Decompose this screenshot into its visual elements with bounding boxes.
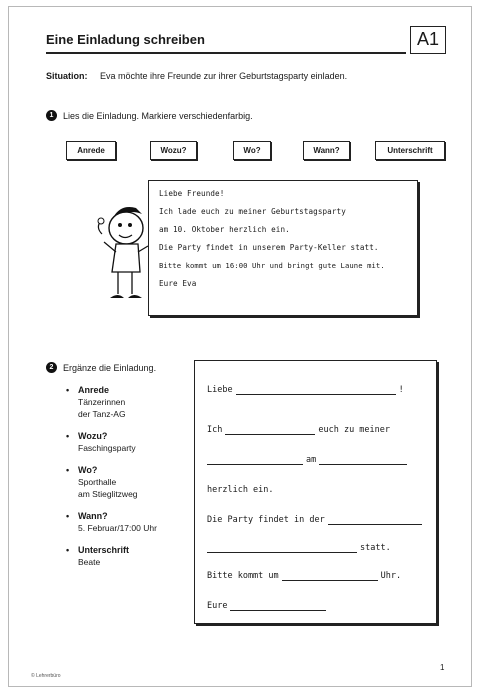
item-detail: Tänzerinnen (78, 397, 126, 407)
task2-heading (46, 362, 156, 373)
list-item (66, 510, 184, 534)
form-text: Liebe (207, 385, 233, 395)
form-text: herzlich ein. (207, 485, 274, 495)
blank-field[interactable] (207, 455, 303, 465)
letter-line: Ich lade euch zu meiner Geburtstagsparty (159, 207, 346, 216)
form-line-herzlich (207, 485, 274, 495)
invitation-form (194, 360, 437, 624)
item-title: • Wann? (78, 511, 108, 521)
form-line-bitte (207, 571, 401, 581)
blank-field[interactable] (319, 455, 407, 465)
form-text: Eure (207, 601, 228, 611)
form-text: euch zu meiner (318, 425, 391, 435)
form-line-party (207, 515, 425, 525)
blank-field[interactable] (207, 543, 357, 553)
form-line-ich (207, 425, 390, 435)
form-line-greeting (207, 385, 404, 395)
form-line-signature (207, 601, 329, 611)
item-detail: der Tanz-AG (78, 409, 126, 419)
form-text: Ich (207, 425, 223, 435)
task1-number-icon: 1 (46, 110, 57, 121)
form-text: Die Party findet in der (207, 515, 325, 525)
letter-line: Eure Eva (159, 279, 197, 288)
form-text: am (306, 455, 317, 465)
letter-line: Bitte kommt um 16:00 Uhr und bringt gute Laune mit. (159, 261, 385, 270)
blank-field[interactable] (282, 571, 378, 581)
cartoon-figure-icon (92, 194, 152, 310)
list-item (66, 384, 184, 420)
item-title: • Unterschrift (78, 545, 130, 555)
letter-line: Liebe Freunde! (159, 189, 225, 198)
situation-label: Situation: (46, 71, 88, 81)
blank-field[interactable] (328, 515, 422, 525)
form-text: Uhr. (380, 571, 402, 581)
tag-wozu: Wozu? (150, 141, 197, 160)
letter-line: Die Party findet in unserem Party-Keller statt. (159, 243, 379, 252)
page-title: Eine Einladung schreiben (46, 32, 205, 47)
form-line-statt (207, 543, 391, 553)
blank-field[interactable] (225, 425, 315, 435)
task2-instruction: Ergänze die Einladung. (63, 362, 157, 373)
worksheet-badge: A1 (410, 26, 446, 54)
tag-anrede: Anrede (66, 141, 116, 160)
page-number: 1 (440, 663, 445, 672)
copyright: © Lehrerbüro (31, 673, 61, 679)
item-detail: Beate (78, 557, 101, 567)
tag-wo: Wo? (233, 141, 271, 160)
task2-info-list (66, 384, 184, 578)
item-title: • Wozu? (78, 431, 108, 441)
task1-heading (46, 110, 253, 121)
item-detail: 5. Februar/17:00 Uhr (78, 523, 157, 533)
tag-unterschrift: Unterschrift (375, 141, 445, 160)
item-detail: Faschingsparty (78, 443, 136, 453)
item-title: • Wo? (78, 465, 98, 475)
list-item (66, 430, 184, 454)
form-text: ! (398, 385, 404, 395)
list-item (66, 544, 184, 568)
title-underline (46, 52, 406, 54)
task1-instruction: Lies die Einladung. Markiere verschiedenfarbig. (63, 110, 253, 121)
letter-line: am 10. Oktober herzlich ein. (159, 225, 290, 234)
blank-field[interactable] (236, 385, 396, 395)
item-detail: am Stieglitzweg (78, 489, 138, 499)
tag-wann: Wann? (303, 141, 350, 160)
form-text: Bitte kommt um (207, 571, 279, 581)
invitation-letter (148, 180, 418, 316)
item-title: • Anrede (78, 385, 110, 395)
item-detail: Sporthalle (78, 477, 117, 487)
situation-line (46, 71, 347, 81)
blank-field[interactable] (230, 601, 326, 611)
task2-number-icon: 2 (46, 362, 57, 373)
form-text: statt. (360, 543, 391, 553)
list-item (66, 464, 184, 500)
form-line-am (207, 455, 410, 465)
situation-text: Eva möchte ihre Freunde zur ihrer Geburtstagsparty einladen. (100, 71, 348, 81)
